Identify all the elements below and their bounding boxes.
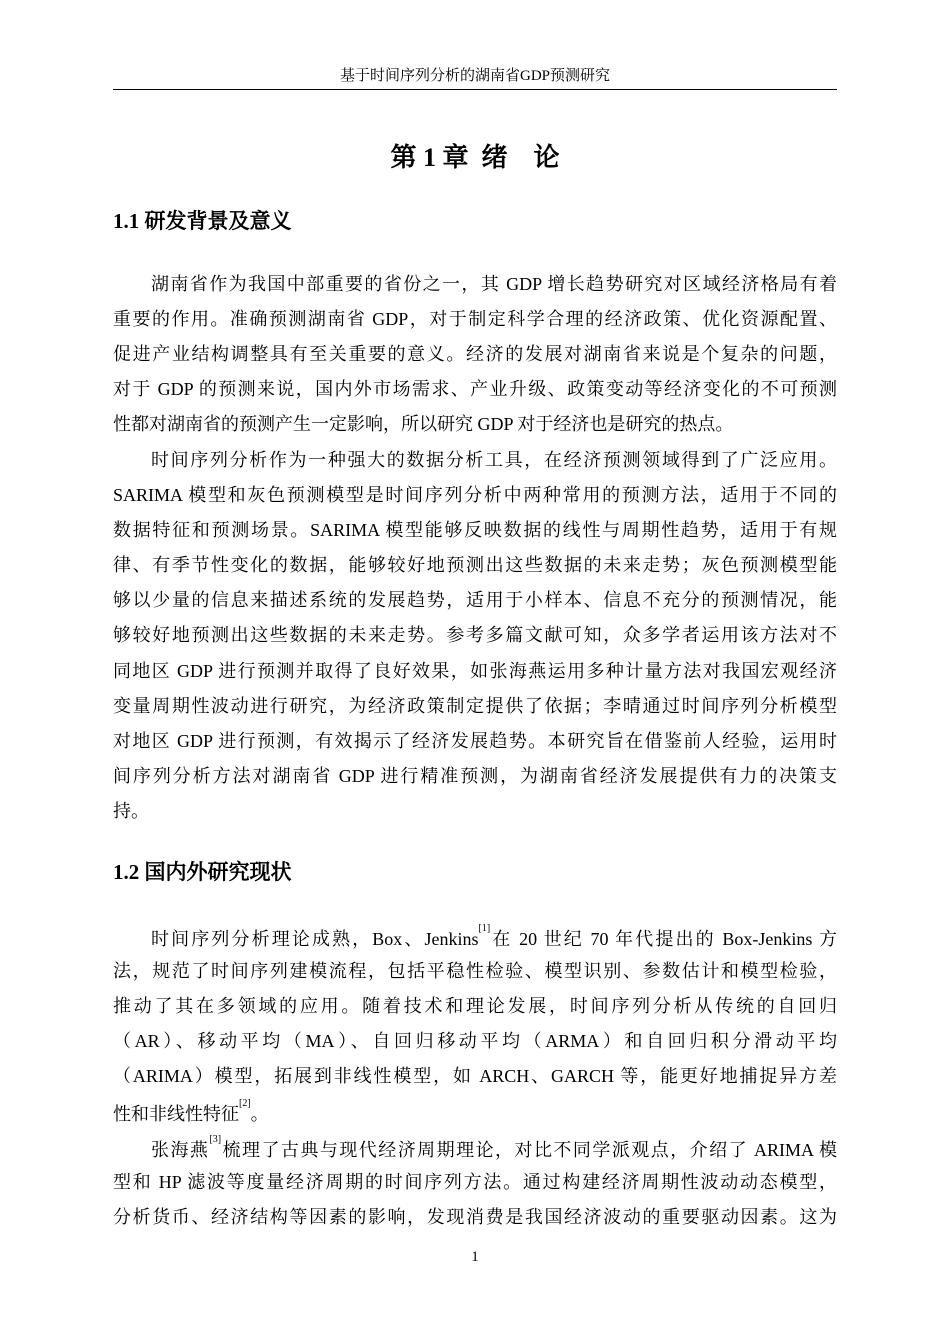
section-title-1-2: 1.2 国内外研究现状: [113, 860, 292, 884]
paragraph-line: 对地区 GDP 进行预测，有效揭示了经济发展趋势。本研究旨在借鉴前人经验，运用时: [113, 731, 837, 751]
paragraph-text: 在 20 世纪 70 年代提出的 Box-Jenkins 方: [490, 929, 837, 949]
section-title-1-1: 1.1 研发背景及意义: [113, 209, 292, 233]
chapter-title: 第 1 章 绪 论: [390, 143, 560, 172]
paragraph-line: 重要的作用。准确预测湖南省 GDP，对于制定科学合理的经济政策、优化资源配置、: [113, 309, 837, 329]
paragraph-line: 法，规范了时间序列建模流程，包括平稳性检验、模型识别、参数估计和模型检验，: [113, 961, 837, 981]
paragraph-line: 数据特征和预测场景。SARIMA 模型能够反映数据的线性与周期性趋势，适用于有规: [113, 520, 837, 540]
paragraph-line: [113, 1099, 837, 1126]
paragraph-line: 湖南省作为我国中部重要的省份之一，其 GDP 增长趋势研究对区域经济格局有着: [151, 274, 837, 294]
paragraph-line: 够以少量的信息来描述系统的发展趋势，适用于小样本、信息不充分的预测情况，能: [113, 590, 837, 610]
paragraph-line: 推动了其在多领域的应用。随着技术和理论发展，时间序列分析从传统的自回归: [113, 996, 837, 1016]
paragraph-line: （AR）、移动平均（MA）、自回归移动平均（ARMA）和自回归积分滑动平均: [113, 1031, 837, 1051]
paragraph-line: 性都对湖南省的预测产生一定影响，所以研究 GDP 对于经济也是研究的热点。: [113, 414, 734, 434]
paragraph-line: 对于 GDP 的预测来说，国内外市场需求、产业升级、政策变动等经济变化的不可预测: [113, 379, 837, 399]
paragraph-line: 变量周期性波动进行研究，为经济政策制定提供了依据；李晴通过时间序列分析模型: [113, 696, 837, 716]
paragraph-line: [151, 1135, 837, 1162]
paragraph-line: 律、有季节性变化的数据，能够较好地预测出这些数据的未来走势；灰色预测模型能: [113, 555, 837, 575]
running-header: 基于时间序列分析的湖南省GDP预测研究: [339, 68, 610, 84]
paragraph-line: 时间序列分析作为一种强大的数据分析工具，在经济预测领域得到了广泛应用。: [151, 450, 837, 470]
paragraph-text: 张海燕: [151, 1140, 210, 1160]
paragraph-line: 促进产业结构调整具有至关重要的意义。经济的发展对湖南省来说是个复杂的问题，: [113, 344, 837, 364]
paragraph-text: 梳理了古典与现代经济周期理论，对比不同学派观点，介绍了 ARIMA 模: [221, 1140, 838, 1160]
citation-marker[interactable]: [1]: [478, 923, 491, 934]
paragraph-text: 时间序列分析理论成熟，Box、Jenkins: [151, 929, 479, 949]
page-number: 1: [471, 1249, 479, 1265]
paragraph-line: 持。: [113, 801, 149, 821]
paragraph-line: 够较好地预测出这些数据的未来走势。参考多篇文献可知，众多学者运用该方法对不: [113, 625, 837, 645]
paragraph-line: 型和 HP 滤波等度量经济周期的时间序列方法。通过构建经济周期性波动动态模型，: [113, 1172, 837, 1192]
paragraph-text: 。: [250, 1104, 269, 1124]
paragraph-line: SARIMA 模型和灰色预测模型是时间序列分析中两种常用的预测方法，适用于不同的: [113, 485, 837, 505]
header-rule: [113, 89, 837, 90]
paragraph-line: 间序列分析方法对湖南省 GDP 进行精准预测，为湖南省经济发展提供有力的决策支: [113, 766, 837, 786]
paragraph-line: 分析货币、经济结构等因素的影响，发现消费是我国经济波动的重要驱动因素。这为: [113, 1207, 837, 1227]
paragraph-line: 同地区 GDP 进行预测并取得了良好效果，如张海燕运用多种计量方法对我国宏观经济: [113, 661, 837, 681]
paragraph-text: 性和非线性特征: [113, 1104, 239, 1124]
citation-marker[interactable]: [3]: [209, 1134, 222, 1145]
citation-marker[interactable]: [2]: [239, 1098, 251, 1109]
paragraph-line: [151, 924, 837, 951]
paragraph-line: （ARIMA）模型，拓展到非线性模型，如 ARCH、GARCH 等，能更好地捕捉异方差: [113, 1066, 837, 1086]
